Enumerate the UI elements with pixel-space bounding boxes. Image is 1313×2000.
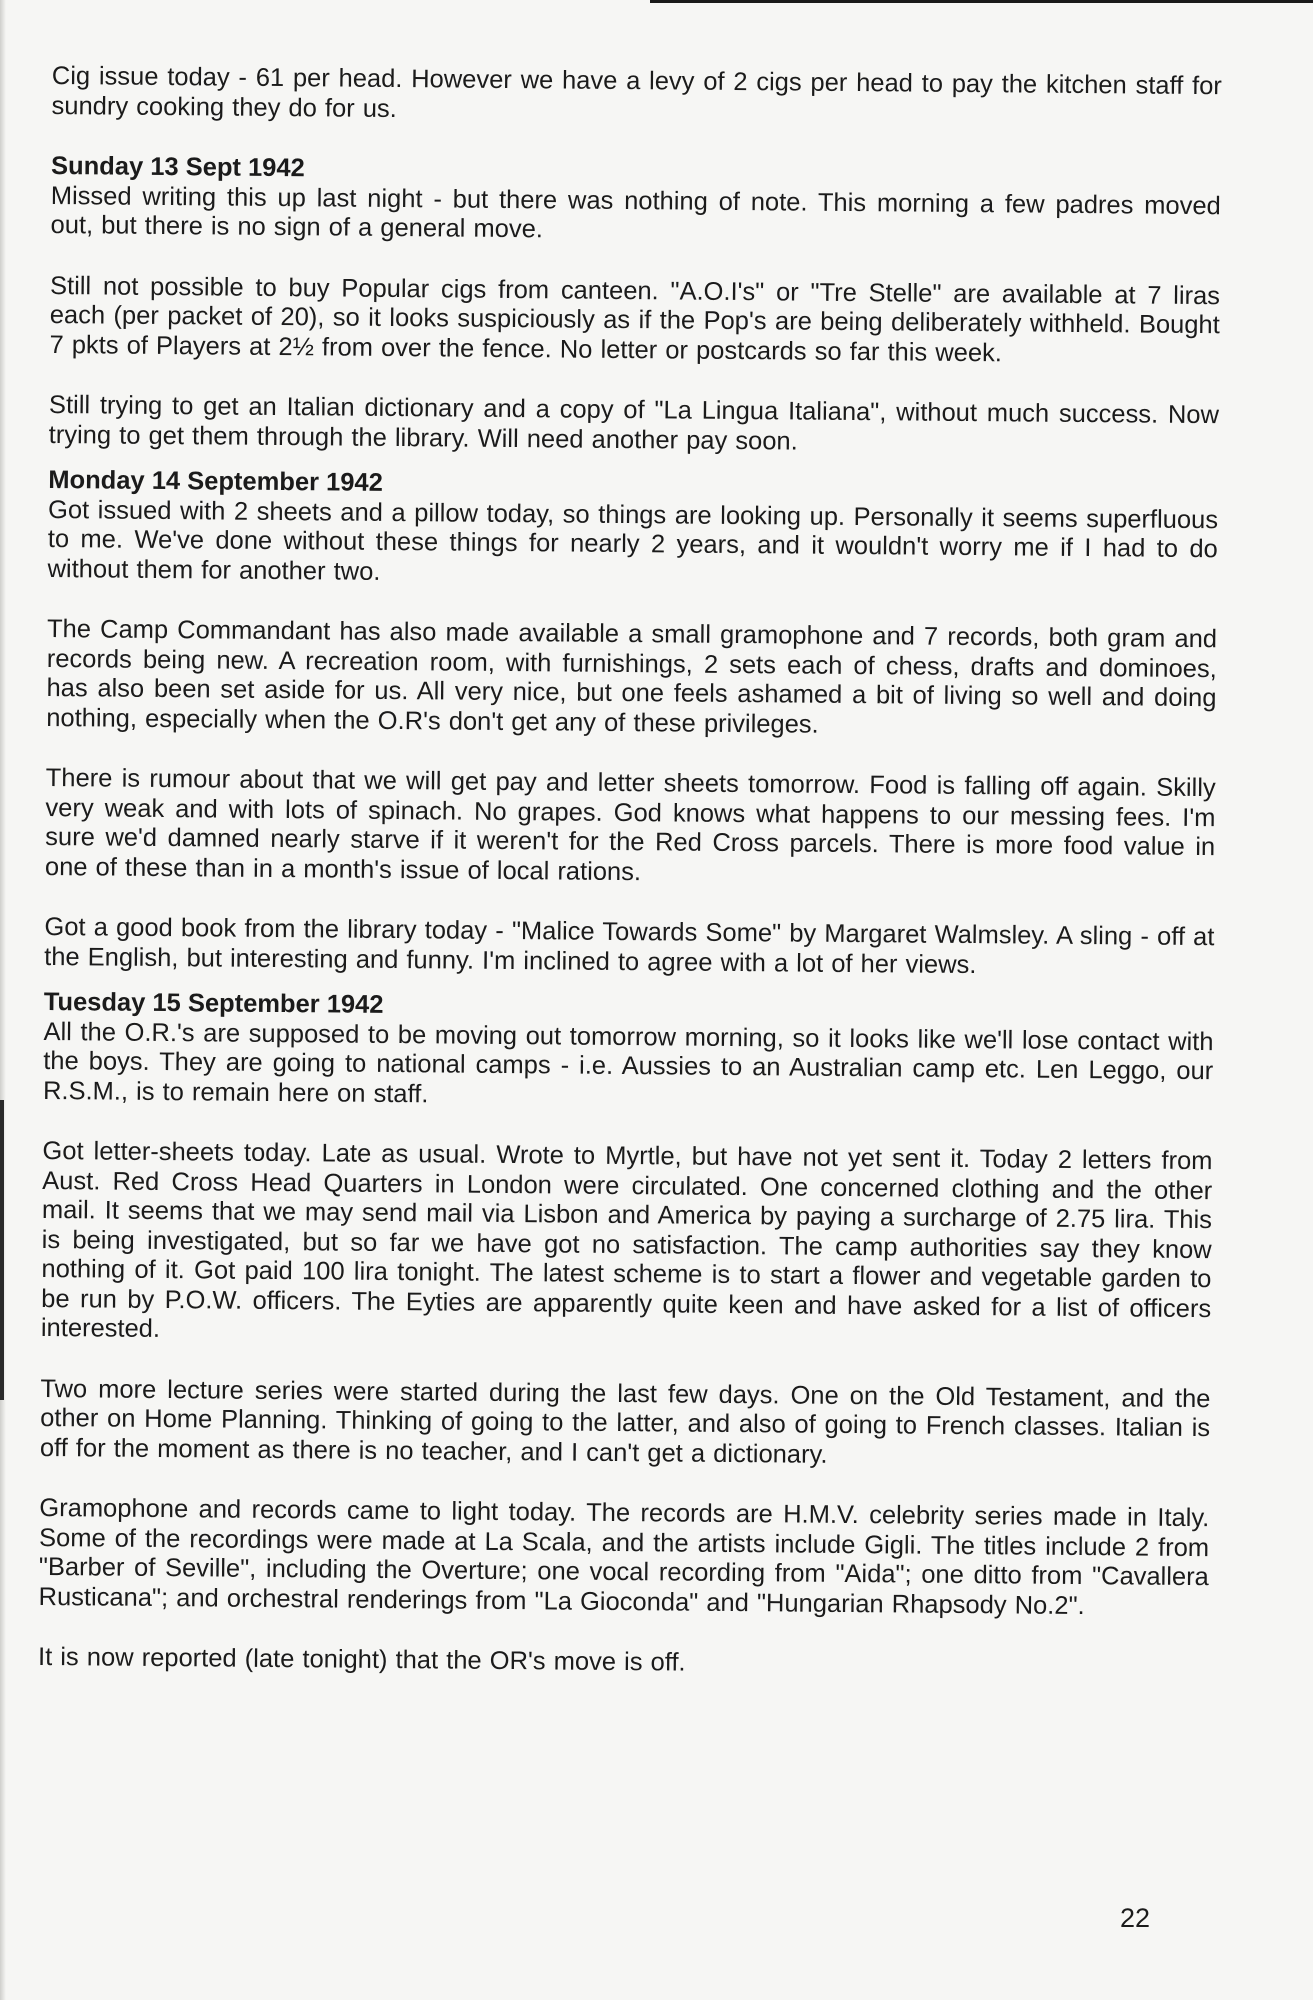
paragraph-padres: Missed writing this up last night - but there was nothing of note. This morning a few padres moved out, but there is no sign of a general move. [50,181,1221,244]
heading-monday-14-september: Monday 14 September 1942 [48,465,383,497]
page-left-edge [0,0,6,2000]
heading-sunday-13-sept: Sunday 13 Sept 1942 [50,151,305,183]
page-number: 22 [1120,1903,1151,1933]
paragraph-popular-cigs: Still not possible to buy Popular cigs from canteen. "A.O.I's" or "Tre Stelle" are available at 7 liras each (per packet of 20), so it looks suspiciously as if the Pop's are being deliberately withheld. Bought 7 pkts of Players at 2½ from over the fence. No letter or postcards so far this week. [49,271,1221,367]
heading-tuesday-15-september: Tuesday 15 September 1942 [43,987,384,1019]
paragraph-gramophone: Gramophone and records came to light today. The records are H.M.V. celebrity series made in Italy. Some of the recordings were made at La Scala, and the artists include Gigli. The titles include 2 from "Barber of Seville", including the Overture; one vocal recording from "Aida"; one ditto from "Cavallera Rusticana"; and orchestral renderings from "La Gioconda" and "Hungarian Rhapsody No.2". [38,1493,1210,1620]
top-border-rule [650,0,1313,3]
paragraph-late-report: It is now reported (late tonight) that the OR's move is off. [37,1642,686,1677]
paragraph-camp-commandant: The Camp Commandant has also made available a small gramophone and 7 records, both gram and records being new. A recreation room, with furnishings, 2 sets each of chess, drafts and dominoes, has also been set aside for us. All very nice, but one feels ashamed a bit of living so well and doing nothing, especially when the O.R's don't get any of these privileges. [46,614,1218,739]
paragraph-library-book: Got a good book from the library today - "Malice Towards Some" by Margaret Walmsley. A sling - off at the English, but interesting and funny. I'm inclined to agree with a lot of her views. [44,912,1215,979]
binding-shadow [0,1100,4,1400]
paragraph-letter-sheets: Got letter-sheets today. Late as usual. Wrote to Myrtle, but have not yet sent it. Today 2 letters from Aust. Red Cross Head Quarters in London were circulated. One concerned clothing and the other mail. It seems that we may send mail via Lisbon and America by paying a surcharge of 2.75 lira. This is being investigated, but so far we have got no satisfaction. The camp authorities say they know nothing of it. Got paid 100 lira tonight. The latest scheme is to start a flower and vegetable garden to be run by P.O.W. officers. The Eyties are apparently quite keen and have asked for a list of officers interested. [40,1136,1213,1343]
diary-text [38,62,1222,1714]
paragraph-rumour-pay: There is rumour about that we will get pay and letter sheets tomorrow. Food is falling off again. Skilly very weak and with lots of spinach. No grapes. God knows what happens to our messing fees. I'm sure we'd damned nearly starve if it weren't for the Red Cross parcels. There is more food value in one of these than in a month's issue of local rations. [44,763,1216,886]
paragraph-or-moving: All the O.R.'s are supposed to be moving out tomorrow morning, so it looks like we'll lose contact with the boys. They are going to national camps - i.e. Aussies to an Australian camp etc. Len Leggo, our R.S.M., is to remain here on staff. [42,1017,1214,1108]
paragraph-cig-issue: Cig issue today - 61 per head. However we have a levy of 2 cigs per head to pay the kitchen staff for sundry cooking they do for us. [51,62,1222,123]
paragraph-lecture-series: Two more lecture series were started during the last few days. One on the Old Testament, and the other on Home Planning. Thinking of going to the latter, and also of going to French classes. Italian is off for the moment as there is no teacher, and I can't get a dictionary. [39,1374,1211,1469]
paragraph-sheets-pillow: Got issued with 2 sheets and a pillow today, so things are looking up. Personally it seems superfluous to me. We've done without these things for nearly 2 years, and it wouldn't worry me if I had to do without them for another two. [47,495,1219,586]
paragraph-italian-dictionary: Still trying to get an Italian dictionary and a copy of "La Lingua Italiana", without much success. Now trying to get them through the library. Will need another pay soon. [48,390,1220,456]
